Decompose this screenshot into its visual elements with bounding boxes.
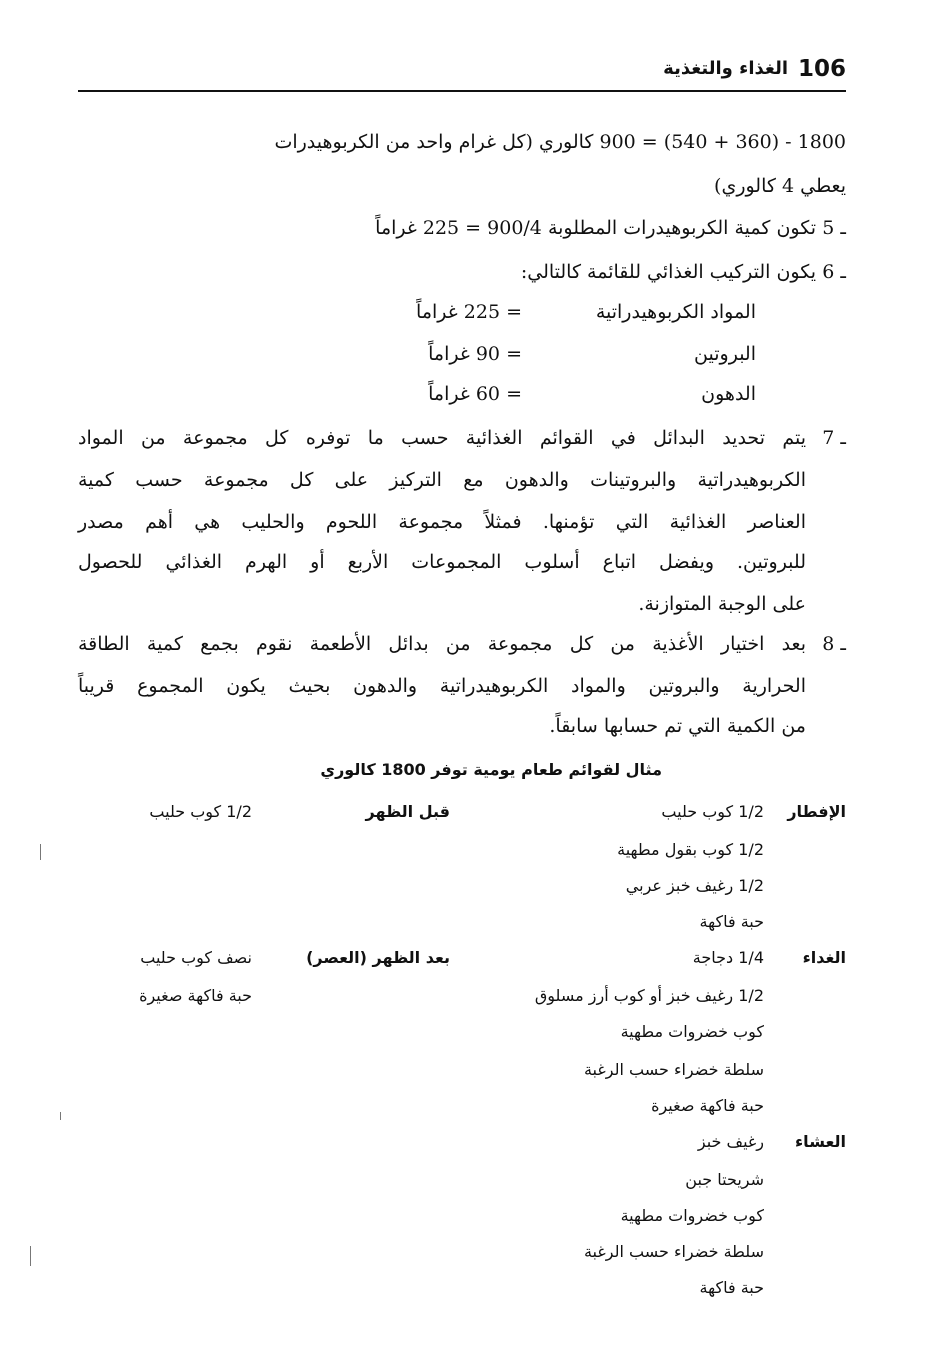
scan-mark — [30, 1246, 31, 1266]
afternoon-label: بعد الظهر (العصر) — [306, 948, 450, 967]
menu-item: حبة فاكهة — [699, 1278, 764, 1297]
composition-value: = 225 غراماً — [416, 301, 522, 323]
menu-item: سلطة خضراء حسب الرغبة — [583, 1060, 764, 1079]
composition-value: = 90 غراماً — [428, 343, 522, 365]
menu-item: حبة فاكهة صغيرة — [139, 986, 252, 1005]
item-line: تكون كمية الكربوهيدرات المطلوبة 900/4 = 225 غراماً — [375, 217, 816, 239]
menu-item: 1/2 كوب بقول مطهية — [617, 840, 764, 859]
menu-item: كوب خضروات مطهية — [620, 1206, 764, 1225]
item-line: يكون التركيب الغذائي للقائمة كالتالي: — [520, 261, 816, 283]
item-number: 5 ـ — [822, 217, 846, 239]
before-noon-label: قبل الظهر — [365, 802, 450, 821]
menu-item: نصف كوب حليب — [140, 948, 252, 967]
menu-title: مثال لقوائم طعام يومية توفر 1800 كالوري — [320, 760, 662, 779]
item-line: بعد اختيار الأغذية من كل مجموعة من بدائل الأطعمة نقوم بجمع كمية الطاقة — [78, 633, 806, 655]
menu-item: شريحتا جبن — [685, 1170, 764, 1189]
formula-line-continued: يعطي 4 كالوري) — [714, 175, 846, 197]
composition-name: المواد الكربوهيدراتية — [595, 301, 756, 323]
scan-mark — [40, 844, 41, 860]
menu-item: حبة فاكهة صغيرة — [651, 1096, 764, 1115]
composition-name: البروتين — [694, 343, 756, 365]
page-number: 106 — [797, 56, 846, 82]
menu-item: رغيف خبز — [697, 1132, 764, 1151]
item-line: يتم تحديد البدائل في القوائم الغذائية حسب ما توفره كل مجموعة من المواد — [78, 427, 806, 449]
menu-item: 1/2 رغيف خبز عربي — [625, 876, 764, 895]
header-rule — [78, 90, 846, 92]
item-line: العناصر الغذائية التي تؤمنها. فمثلاً مجموعة اللحوم والحليب هي أهم مصدر — [78, 511, 806, 533]
item-line: من الكمية التي تم حسابها سابقاً. — [549, 715, 806, 737]
menu-item: 1/2 رغيف خبز أو كوب أرز مسلوق — [534, 986, 764, 1005]
menu-item: 1/2 كوب حليب — [149, 802, 252, 821]
menu-item: حبة فاكهة — [699, 912, 764, 931]
item-number: 8 ـ — [822, 633, 846, 655]
composition-name: الدهون — [701, 383, 756, 405]
menu-item: 1/4 دجاجة — [692, 948, 764, 967]
formula-line: 1800 - (360 + 540) = 900 كالوري (كل غرام واحد من الكربوهيدرات — [274, 131, 846, 153]
breakfast-label: الإفطار — [787, 802, 846, 821]
item-line: على الوجبة المتوازنة. — [638, 593, 806, 615]
composition-value: = 60 غراماً — [428, 383, 522, 405]
lunch-label: الغداء — [802, 948, 846, 967]
menu-item: 1/2 كوب حليب — [661, 802, 764, 821]
item-number: 6 ـ — [822, 261, 846, 283]
scan-mark — [60, 1112, 61, 1120]
menu-item: كوب خضروات مطهية — [620, 1022, 764, 1041]
item-line: للبروتين. ويفضل اتباع أسلوب المجموعات الأربع أو الهرم الغذائي للحصول — [78, 551, 806, 573]
dinner-label: العشاء — [795, 1132, 846, 1151]
item-number: 7 ـ — [822, 427, 846, 449]
running-title: الغذاء والتغذية — [663, 58, 788, 79]
item-line: الحرارية والبروتين والمواد الكربوهيدراتية والدهون بحيث يكون المجموع قريباً — [78, 675, 806, 697]
item-line: الكربوهيدراتية والبروتينات والدهون مع التركيز على كل مجموعة حسب كمية — [78, 469, 806, 491]
menu-item: سلطة خضراء حسب الرغبة — [583, 1242, 764, 1261]
page-header — [78, 56, 846, 88]
